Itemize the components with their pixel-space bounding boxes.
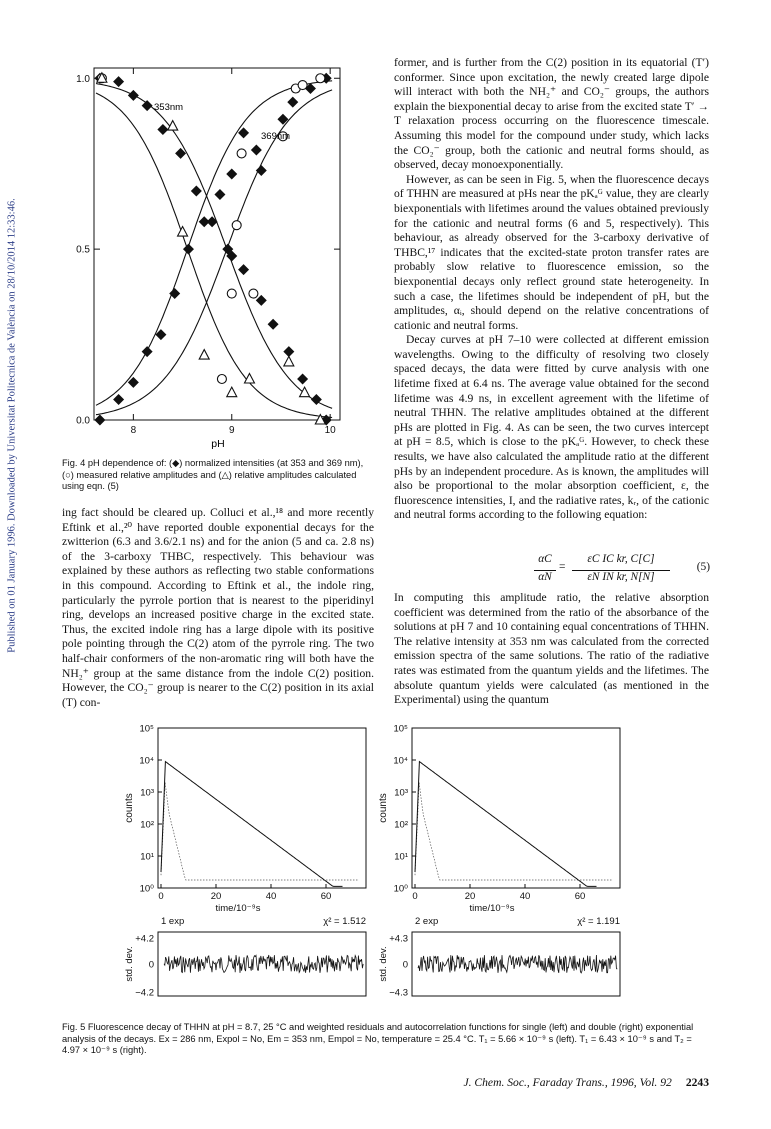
fig5L-frame xyxy=(158,728,366,888)
fig5L-instrument-response xyxy=(161,782,359,880)
fig4-point-diamond xyxy=(214,189,225,200)
fig5L-residual-trace xyxy=(164,955,363,973)
right-column-text-2 xyxy=(394,591,709,708)
eq-rhs-den: εN IN kr, N[N] xyxy=(587,571,655,583)
fig5L-xtick-label: 40 xyxy=(265,891,277,902)
fig5L-ytick-label: 10⁰ xyxy=(139,883,154,895)
fig4-label-369: 369nm xyxy=(261,131,291,142)
fig4-point-triangle xyxy=(178,227,188,237)
fig5L-ytick-label: 10² xyxy=(140,819,154,831)
fig5R-xlabel: time/10⁻⁹s xyxy=(469,903,515,914)
fig5L-chi2: χ² = 1.512 xyxy=(323,916,366,927)
fig5-caption: Fig. 5 Fluorescence decay of THHN at pH = 8.7, 25 °C and weighted residuals and autocorrelation functions for single (left) and double (right) exponential analysis of the decays. Ex = 286 nm, Expol = No, Em = 353 nm, Empol = No, temperature = 25.4 °C. T₁ = 5.66 × 10⁻⁹ s (left). T₁ = 6.43 × 10⁻⁹ s and T₂ = 4.97 × 10⁻⁹ s (right). xyxy=(62,1022,694,1056)
paragraph: former, and is further from the C(2) position in its equatorial (T′) conformer. Since upon excitation, the newly created large dipole will interact with both the NH₂⁺ and CO₂⁻ groups, the authors explain the biexponential decay to arise from the excited state T′ → T relaxation process occurring on the fluorescence timescale. Assuming this model for the compound under study, which lacks the CO₂⁻ group, both the cationic and neutral forms should, as observed, decay monoexponentially. xyxy=(394,56,709,172)
fig5-left-panel xyxy=(118,720,398,1020)
paragraph: Decay curves at pH 7–10 were collected at different emission wavelengths. Owing to the difficulty of resolving two closely spaced decays, the data were fitted by curve analysis with one lifetime fixed at 6.4 ns. The average value obtained for the second lifetime was 4.9 ns, in excellent agreement with the lifetime of neutral THHN. The relative amplitudes obtained at the different pHs are plotted in Fig. 4. As can be seen, the two curves intercept at pH = 8.5, which is close to the pKₐᴳ. However, to check these results, we have also calculated the amplitude ratio at the different pHs by an independent procedure. As is known, the amplitudes will also be proportional to the molar absorption coefficient, ε, the fluorescence intensities, I, and the radiative rates, kᵣ, of the cationic and neutral forms according to the following equation: xyxy=(394,333,709,522)
fig4-point-diamond xyxy=(256,165,267,176)
fig4-point-diamond xyxy=(183,244,194,255)
page-number: 2243 xyxy=(685,1076,709,1089)
fig4-point-diamond xyxy=(207,216,218,227)
fig5R-residual-ylabel: std. dev. xyxy=(378,946,389,982)
fig5L-residual-tick-label: −4.2 xyxy=(135,987,154,999)
fig5R-instrument-response xyxy=(415,782,613,880)
fig5R-xtick-label: 0 xyxy=(412,891,418,902)
fig5R-fit-label: 2 exp xyxy=(415,916,439,927)
fig4-label-353: 353nm xyxy=(154,102,184,113)
fig4-frame xyxy=(94,68,340,420)
fig4-point-circle xyxy=(217,374,226,383)
fig5R-xtick-label: 40 xyxy=(519,891,531,902)
fig4-point-diamond xyxy=(142,100,153,111)
fig5R-ytick-label: 10⁵ xyxy=(393,723,408,735)
fig4-fit-curve xyxy=(96,93,332,418)
fig5R-residual-trace xyxy=(418,955,617,973)
fig4-point-diamond xyxy=(297,373,308,384)
left-column-text xyxy=(62,506,374,710)
eq-rhs-num: εC IC kr, C[C] xyxy=(587,553,655,565)
fig5R-residual-tick-label: 0 xyxy=(402,959,408,971)
fig4-ytick-label: 0.5 xyxy=(76,244,90,256)
fig5R-decay-curve xyxy=(415,762,597,887)
fig4-point-diamond xyxy=(268,319,279,330)
fig5L-ylabel: counts xyxy=(124,793,135,823)
fig4-ytick-label: 1.0 xyxy=(76,73,90,85)
fig4-point-diamond xyxy=(113,394,124,405)
fig4-point-circle xyxy=(249,289,258,298)
fig5R-ytick-label: 10¹ xyxy=(394,851,408,863)
fig4-point-triangle xyxy=(227,387,237,397)
paragraph: In computing this amplitude ratio, the relative absorption coefficient was determined from the ratio of the absorbance of the solutions at pH 7 and 10 containing equal concentrations of THHN. The relative intensity at 353 nm was calculated from the corrected emission spectra of the same solutions. The ratio of the radiative rates was estimated from the quantum yields and the lifetimes. The absolute quantum yields were calculated (as mentioned in the Experimental) using the quantum xyxy=(394,591,709,707)
fig5R-xtick-label: 20 xyxy=(464,891,476,902)
fig4-ytick-label: 0.0 xyxy=(76,415,90,427)
fig5R-ytick-label: 10³ xyxy=(394,787,408,799)
fig5R-chi2: χ² = 1.191 xyxy=(577,916,620,927)
fig4-xtick-label: 9 xyxy=(228,425,235,436)
eq-lhs-den: αN xyxy=(538,571,552,583)
fig5R-ytick-label: 10⁴ xyxy=(393,755,408,767)
fig4-point-diamond xyxy=(238,127,249,138)
page-footer xyxy=(0,1076,709,1089)
fig4-xtick-label: 10 xyxy=(324,425,336,436)
fig5L-ytick-label: 10¹ xyxy=(140,851,154,863)
fig4-point-triangle xyxy=(199,350,209,360)
equation-5 xyxy=(520,553,710,589)
fig5R-frame xyxy=(412,728,620,888)
fig4-point-diamond xyxy=(157,124,168,135)
fig5L-ytick-label: 10³ xyxy=(140,787,154,799)
right-column-text xyxy=(394,56,709,523)
fig4-point-diamond xyxy=(128,90,139,101)
fig4-caption: Fig. 4 pH dependence of: (◆) normalized intensities (at 353 and 369 nm), (○) measured relative amplitudes and (△) relative amplitudes calculated using eqn. (5) xyxy=(62,458,364,492)
fig4-point-circle xyxy=(227,289,236,298)
fig4-point-diamond xyxy=(287,97,298,108)
paragraph: However, as can be seen in Fig. 5, when the fluorescence decays of THHN are measured at pHs near the pKₐᴳ value, they are clearly biexponentials with lifetimes around the values obtained previously for the cationic and neutral forms (6 and 5, respectively). This behaviour, as already observed for the 3-carboxy derivative of THBC,¹⁷ indicates that the excited-state proton transfer rates are probably slow relative to fluorescence emission, so the biexponential decays only reflect ground state heterogeneity. In such a case, the lifetimes should be independent of pH, but the amplitudes, αᵢ, should depend on the relative concentrations of cationic and neutral forms. xyxy=(394,172,709,332)
fig5R-ylabel: counts xyxy=(378,793,389,823)
fig5R-residual-tick-label: −4.3 xyxy=(389,987,408,999)
fig4-point-diamond xyxy=(238,264,249,275)
fig4-point-triangle xyxy=(284,356,294,366)
fig4-xtick-label: 8 xyxy=(130,425,137,436)
fig5R-xtick-label: 60 xyxy=(574,891,586,902)
fig5L-residual-tick-label: +4.2 xyxy=(135,933,154,945)
fig5L-xtick-label: 20 xyxy=(210,891,222,902)
fig5-right-panel xyxy=(372,720,652,1020)
fig5L-residual-frame xyxy=(158,932,366,996)
fig4-fit-curve xyxy=(96,84,332,409)
eq-number: (5) xyxy=(696,561,710,573)
fig4-point-diamond xyxy=(94,415,105,426)
fig5L-decay-curve xyxy=(161,762,343,887)
fig4-point-circle xyxy=(232,221,241,230)
fig4-fit-curve xyxy=(96,81,332,406)
fig4-point-circle xyxy=(316,74,325,83)
fig5R-ytick-label: 10⁰ xyxy=(393,883,408,895)
fig5L-residual-ylabel: std. dev. xyxy=(124,946,135,982)
fig4-point-circle xyxy=(237,149,246,158)
fig4-point-circle xyxy=(298,81,307,90)
fig5L-ytick-label: 10⁴ xyxy=(139,755,154,767)
fig5L-residual-tick-label: 0 xyxy=(148,959,154,971)
fig4-point-diamond xyxy=(226,168,237,179)
fig4-fit-curve xyxy=(96,90,332,415)
fig5L-fit-label: 1 exp xyxy=(161,916,185,927)
fig4-chart xyxy=(60,60,370,460)
fig4-xlabel: pH xyxy=(211,438,225,450)
fig4-point-diamond xyxy=(191,186,202,197)
fig5L-xlabel: time/10⁻⁹s xyxy=(215,903,261,914)
fig5L-xtick-label: 0 xyxy=(158,891,164,902)
paragraph: ing fact should be cleared up. Colluci et al.,¹⁸ and more recently Eftink et al.,²⁰ have reported double exponential decays for the zwitterion (6.3 and 3.6/2.1 ns) and for the anion (5 and ca. 2.8 ns) of the 3-carboxy THBC, respectively. This behaviour was explained by these authors as reflecting two stable conformations in this compound. According to Eftink et al., the indole ring, particularly the pyrrole portion that is nearest to the piperidinyl ring, develops an increased positive charge in the excited state. Thus, the excited indole ring has a large dipole with its positive pole pointing through the C(2) atom of the pyrrole ring. The two half-chair conformers of the non-aromatic ring will both have the NH₂⁺ group at the same distance from the indole C(2) position. However, the CO₂⁻ group is nearer to the C(2) position in its axial (T) con- xyxy=(62,506,374,709)
fig4-point-triangle xyxy=(300,387,310,397)
fig5L-ytick-label: 10⁵ xyxy=(139,723,154,735)
fig4-point-diamond xyxy=(142,346,153,357)
eq-equals: = xyxy=(559,561,566,573)
fig5R-ytick-label: 10² xyxy=(394,819,408,831)
fig4-point-diamond xyxy=(251,145,262,156)
fig5L-xtick-label: 60 xyxy=(320,891,332,902)
fig4-point-diamond xyxy=(113,76,124,87)
eq-lhs-num: αC xyxy=(538,553,552,565)
journal-citation: J. Chem. Soc., Faraday Trans., 1996, Vol. 92 xyxy=(463,1076,672,1089)
fig5R-residual-tick-label: +4.3 xyxy=(389,933,408,945)
download-note: Published on 01 January 1996. Downloaded by Universitat Politecnica de València on 28/10/2014 12:33:46. xyxy=(6,198,18,653)
